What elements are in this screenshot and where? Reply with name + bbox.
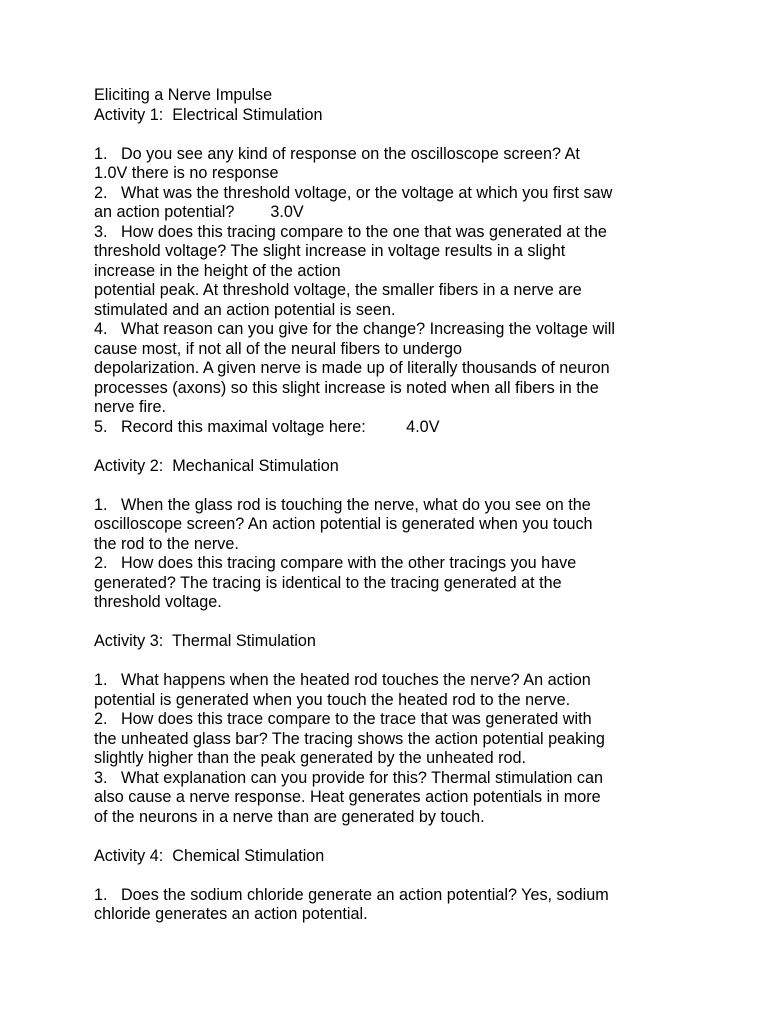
answer-line: potential peak. At threshold voltage, the smaller fibers in a nerve are bbox=[94, 281, 582, 299]
section-heading: Activity 4: Chemical Stimulation bbox=[94, 846, 325, 865]
answer-line: 1.0V there is no response bbox=[94, 164, 279, 182]
answer-line: an action potential? 3.0V bbox=[94, 203, 304, 221]
spacer bbox=[94, 652, 694, 672]
question-line: 1. When the glass rod is touching the nerve, what do you see on the bbox=[94, 495, 591, 514]
section-heading: Activity 3: Thermal Stimulation bbox=[94, 632, 316, 650]
answer-line: potential is generated when you touch the heated rod to the nerve. bbox=[94, 690, 571, 709]
spacer bbox=[94, 827, 694, 847]
spacer bbox=[94, 437, 694, 457]
section-activity-3 bbox=[94, 632, 694, 827]
section-heading: Activity 2: Mechanical Stimulation bbox=[94, 456, 339, 475]
answer-line: slightly higher than the peak generated by the unheated rod. bbox=[94, 749, 526, 767]
answer-line: stimulated and an action potential is seen. bbox=[94, 300, 396, 319]
answer-line: cause most, if not all of the neural fibers to undergo bbox=[94, 339, 463, 358]
answer-line: oscilloscope screen? An action potential is generated when you touch bbox=[94, 515, 593, 533]
question-line: 1. Does the sodium chloride generate an action potential? Yes, sodium bbox=[94, 885, 609, 904]
document-page bbox=[94, 86, 694, 925]
question-line: 3. How does this tracing compare to the one that was generated at the bbox=[94, 222, 607, 241]
question-line: 1. Do you see any kind of response on the oscilloscope screen? At bbox=[94, 144, 580, 163]
answer-line: the unheated glass bar? The tracing shows the action potential peaking bbox=[94, 729, 605, 748]
answer-line: also cause a nerve response. Heat generates action potentials in more bbox=[94, 788, 601, 806]
spacer bbox=[94, 125, 694, 145]
answer-line: chloride generates an action potential. bbox=[94, 905, 368, 923]
answer-line: of the neurons in a nerve than are generated by touch. bbox=[94, 807, 485, 826]
answer-line: threshold voltage. bbox=[94, 593, 222, 611]
answer-line: threshold voltage? The slight increase in voltage results in a slight bbox=[94, 242, 566, 260]
document-title: Eliciting a Nerve Impulse bbox=[94, 86, 273, 104]
question-line: 5. Record this maximal voltage here: 4.0V bbox=[94, 417, 440, 436]
answer-line: depolarization. A given nerve is made up of literally thousands of neuron bbox=[94, 359, 610, 377]
answer-line: nerve fire. bbox=[94, 398, 166, 416]
answer-line: generated? The tracing is identical to the tracing generated at the bbox=[94, 573, 562, 592]
question-line: 4. What reason can you give for the change? Increasing the voltage will bbox=[94, 320, 616, 338]
section-heading: Activity 1: Electrical Stimulation bbox=[94, 105, 323, 124]
question-line: 1. What happens when the heated rod touches the nerve? An action bbox=[94, 671, 591, 689]
section-activity-2 bbox=[94, 457, 694, 613]
answer-line: the rod to the nerve. bbox=[94, 534, 239, 553]
answer-line: increase in the height of the action bbox=[94, 261, 341, 280]
question-line: 2. How does this trace compare to the trace that was generated with bbox=[94, 710, 592, 728]
answer-line: processes (axons) so this slight increase is noted when all fibers in the bbox=[94, 378, 599, 397]
question-line: 2. How does this tracing compare with the other tracings you have bbox=[94, 554, 577, 572]
spacer bbox=[94, 613, 694, 633]
spacer bbox=[94, 476, 694, 496]
question-line: 2. What was the threshold voltage, or the voltage at which you first saw bbox=[94, 183, 613, 202]
spacer bbox=[94, 866, 694, 886]
section-activity-4 bbox=[94, 847, 694, 925]
section-activity-1 bbox=[94, 106, 694, 438]
question-line: 3. What explanation can you provide for this? Thermal stimulation can bbox=[94, 768, 603, 787]
